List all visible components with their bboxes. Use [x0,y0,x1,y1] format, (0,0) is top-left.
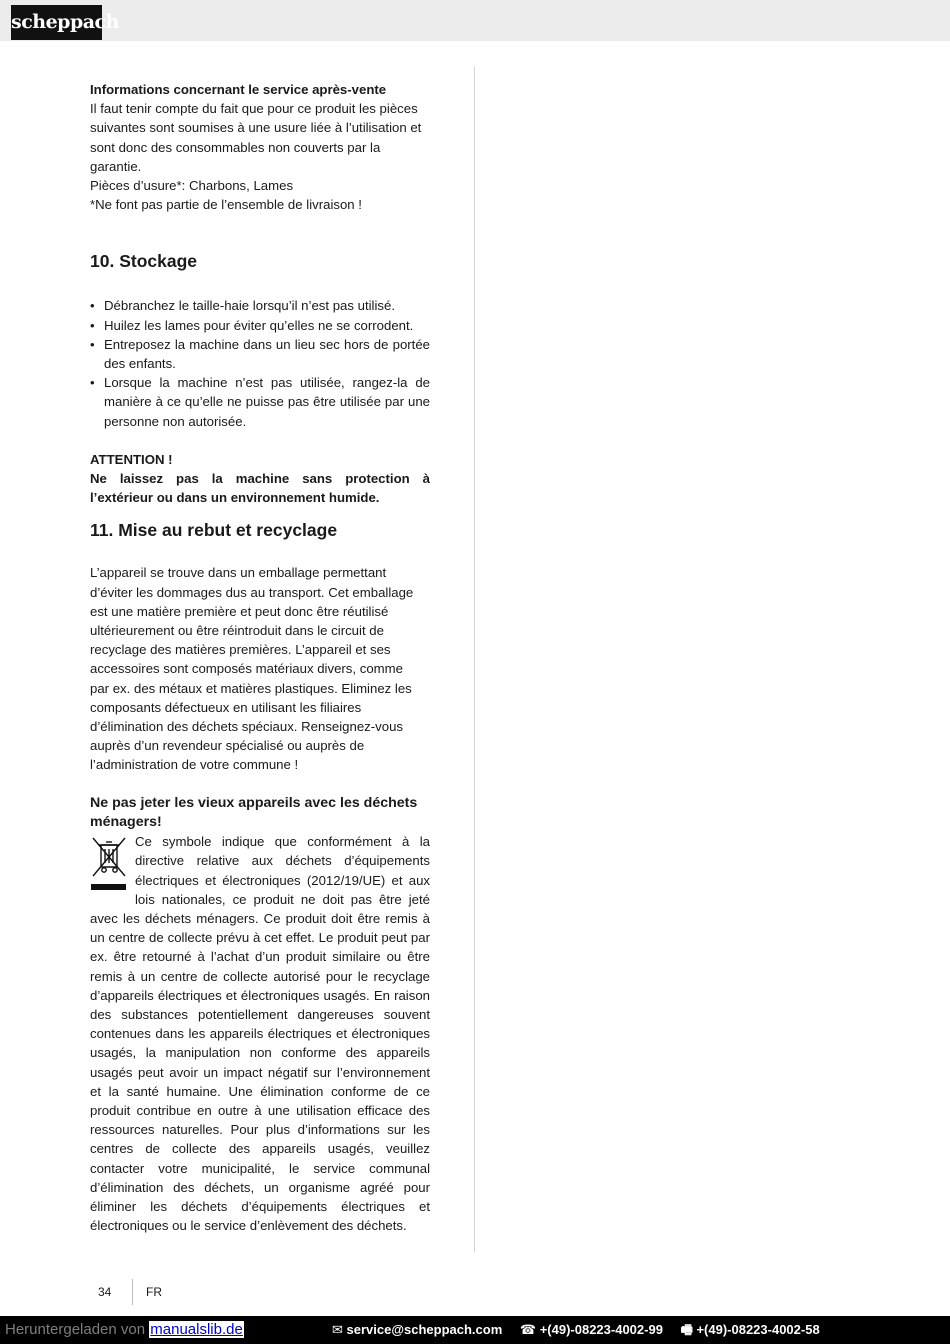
service-section [90,80,430,214]
wear-parts-value: Charbons, Lames [188,178,294,194]
language-code: FR [146,1285,162,1299]
service-body: Il faut tenir compte du fait que pour ce produit les pièces suivantes sont soumises à une usure liée à l’utilisation et sont donc des consommables non couverts par la garantie. [90,101,422,174]
service-footnote: *Ne font pas partie de l’ensemble de livraison ! [90,197,362,213]
crossed-out-wheelie-bin-icon [90,834,128,894]
list-item: • Débranchez le taille-haie lorsqu’il n’est pas utilisé. [90,296,430,315]
manualslib-link[interactable]: manualslib.de [150,1321,243,1338]
download-prefix: Heruntergeladen von [5,1321,146,1338]
download-source [5,1316,244,1344]
list-item: • Huilez les lames pour éviter qu’elles ne se corrodent. [90,316,430,335]
weee-block [90,832,430,1235]
main-column [90,80,430,1235]
contact-info [332,1316,834,1344]
phone-contact: ☎ +(49)-08223-4002-99 [519,1322,663,1337]
weee-heading: Ne pas jeter les vieux appareils avec les déchets ménagers! [90,794,418,830]
column-divider [474,67,475,1252]
attention-text: Ne laissez pas la machine sans protection à l’extérieur ou dans un environnement humide. [90,471,430,506]
download-bar [0,1316,950,1344]
brand-logo: scheppach [11,5,102,40]
fax-contact: 🖷 +(49)-08223-4002-58 [680,1322,820,1337]
wear-parts-label: Pièces d’usure*: [90,178,186,194]
attention-label: ATTENTION ! [90,451,173,467]
wear-parts-line [90,176,430,195]
disposal-body: L’appareil se trouve dans un emballage permettant d’éviter les dommages dus au transport. Cet emballage est une matière première et peut donc être réutilisé ultérieurement ou être réintroduit dans le circuit de recyclage des matières premières. L’appareil et ses accessoires sont composés matériaux divers, comme par ex. des métaux et matières plastiques. Eliminez les composants défectueux en utilisant les filiaires d’élimination des déchets spéciaux. Renseignez-vous auprès d’un revendeur spécialisé ou auprès de l’administration de votre commune ! [90,565,414,773]
header-band [0,0,950,41]
storage-title: 10. Stockage [90,251,197,272]
page-footer [90,1279,162,1305]
email-contact[interactable]: ✉ service@scheppach.com [332,1322,503,1337]
disposal-title: 11. Mise au rebut et recyclage [90,520,338,541]
weee-text: Ce symbole indique que conformément à la directive relative aux déchets d’équipements électriques et électroniques (2012/19/UE) et aux lois nationales, ce produit ne doit pas être jeté avec les déchets ménagers. Ce produit doit être remis à un centre de collecte prévu à cet effet. Le produit peut par ex. être retourné à l’achat d’un produit similaire ou être remis à un centre de collecte autorisé pour le recyclage d’appareils électriques et électroniques usagés. En raison des substances potentiellement dangereuses souvent contenues dans les appareils électriques et électroniques usagés, la manipulation non conforme des appareils usagés peut avoir un impact négatif sur l’environnement et la santé humaine. Une élimination conforme de ce produit contribue en outre à une utilisation efficace des ressources naturelles. Pour plus d’informations sur les centres de collecte des appareils usagés, veuillez contacter votre municipalité, le service communal d’élimination des déchets, un organisme agréé pour éliminer les déchets d’équipements électriques et électroniques ou le service d’enlèvement des déchets. [90,834,430,1234]
service-heading: Informations concernant le service après-vente [90,82,387,97]
list-item: • Lorsque la machine n’est pas utilisée, rangez-la de manière à ce qu’elle ne puisse pas être utilisée par une personne non autorisée. [90,373,430,431]
storage-section [90,296,430,507]
page-number: 34 [98,1285,112,1299]
storage-list [90,296,430,430]
disposal-section [90,563,430,1235]
list-item: • Entreposez la machine dans un lieu sec hors de portée des enfants. [90,335,430,373]
